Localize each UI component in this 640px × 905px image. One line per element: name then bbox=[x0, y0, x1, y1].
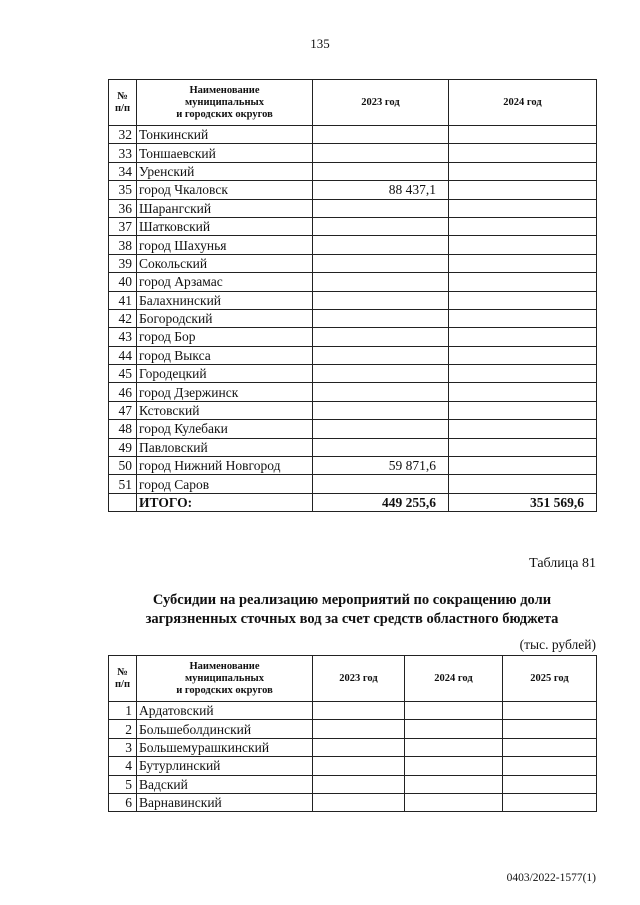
value-2024 bbox=[449, 162, 597, 180]
value-2025 bbox=[503, 775, 597, 793]
value-2024 bbox=[449, 236, 597, 254]
municipality-name: Бутурлинский bbox=[137, 757, 313, 775]
value-2024 bbox=[449, 126, 597, 144]
value-2023 bbox=[313, 702, 405, 720]
municipality-name: город Нижний Новгород bbox=[137, 457, 313, 475]
value-2025 bbox=[503, 702, 597, 720]
row-number: 40 bbox=[109, 273, 137, 291]
table-header-row bbox=[109, 656, 597, 702]
row-number: 46 bbox=[109, 383, 137, 401]
header-municipality: Наименование муниципальных и городских округов bbox=[137, 656, 313, 702]
header-2025: 2025 год bbox=[503, 656, 597, 702]
value-2024 bbox=[449, 144, 597, 162]
row-number: 36 bbox=[109, 199, 137, 217]
row-number: 33 bbox=[109, 144, 137, 162]
table-row bbox=[109, 775, 597, 793]
row-number: 32 bbox=[109, 126, 137, 144]
table-row bbox=[109, 254, 597, 272]
table-row bbox=[109, 144, 597, 162]
value-2024 bbox=[449, 438, 597, 456]
row-number: 37 bbox=[109, 217, 137, 235]
value-2024 bbox=[405, 720, 503, 738]
header-municipality: Наименование муниципальных и городских округов bbox=[137, 80, 313, 126]
value-2023: 59 871,6 bbox=[313, 457, 449, 475]
municipality-name: Варнавинский bbox=[137, 793, 313, 811]
value-2023 bbox=[313, 328, 449, 346]
row-number: 38 bbox=[109, 236, 137, 254]
municipality-name: город Кулебаки bbox=[137, 420, 313, 438]
value-2024 bbox=[405, 793, 503, 811]
value-2023 bbox=[313, 273, 449, 291]
value-2024 bbox=[449, 457, 597, 475]
table-row bbox=[109, 720, 597, 738]
value-2024 bbox=[449, 365, 597, 383]
total-row bbox=[109, 493, 597, 511]
header-2024: 2024 год bbox=[405, 656, 503, 702]
municipality-name: Шарангский bbox=[137, 199, 313, 217]
table-row bbox=[109, 757, 597, 775]
value-2025 bbox=[503, 738, 597, 756]
municipality-name: город Выкса bbox=[137, 346, 313, 364]
table-row bbox=[109, 126, 597, 144]
municipality-name: город Дзержинск bbox=[137, 383, 313, 401]
municipality-name: город Бор bbox=[137, 328, 313, 346]
table-row bbox=[109, 309, 597, 327]
value-2023 bbox=[313, 365, 449, 383]
table-header-row bbox=[109, 80, 597, 126]
value-2023 bbox=[313, 309, 449, 327]
row-number: 3 bbox=[109, 738, 137, 756]
header-number: № п/п bbox=[109, 80, 137, 126]
value-2024 bbox=[449, 420, 597, 438]
row-number: 43 bbox=[109, 328, 137, 346]
total-empty-cell bbox=[109, 493, 137, 511]
value-2024 bbox=[449, 181, 597, 199]
row-number: 39 bbox=[109, 254, 137, 272]
municipality-name: Большемурашкинский bbox=[137, 738, 313, 756]
value-2023 bbox=[313, 291, 449, 309]
table-row bbox=[109, 328, 597, 346]
value-2024 bbox=[449, 273, 597, 291]
table-row bbox=[109, 199, 597, 217]
value-2024 bbox=[449, 475, 597, 493]
table-label: Таблица 81 bbox=[529, 556, 596, 571]
header-number: № п/п bbox=[109, 656, 137, 702]
value-2024 bbox=[449, 401, 597, 419]
value-2023 bbox=[313, 738, 405, 756]
municipality-name: Уренский bbox=[137, 162, 313, 180]
value-2024 bbox=[449, 383, 597, 401]
municipality-name: Балахнинский bbox=[137, 291, 313, 309]
table-row bbox=[109, 365, 597, 383]
subsidy-table-continued bbox=[108, 79, 597, 512]
table-row bbox=[109, 702, 597, 720]
value-2024 bbox=[405, 738, 503, 756]
value-2023 bbox=[313, 383, 449, 401]
value-2023 bbox=[313, 420, 449, 438]
municipality-name: город Шахунья bbox=[137, 236, 313, 254]
value-2024 bbox=[405, 775, 503, 793]
value-2023 bbox=[313, 236, 449, 254]
value-2024 bbox=[405, 702, 503, 720]
municipality-name: город Арзамас bbox=[137, 273, 313, 291]
value-2024 bbox=[449, 346, 597, 364]
table-row bbox=[109, 273, 597, 291]
table-title: Субсидии на реализацию мероприятий по сокращению доли загрязненных сточных вод за счет средств областного бюджета bbox=[145, 592, 559, 627]
row-number: 5 bbox=[109, 775, 137, 793]
page-number: 135 bbox=[310, 36, 330, 51]
municipality-name: Кстовский bbox=[137, 401, 313, 419]
value-2023 bbox=[313, 793, 405, 811]
value-2024 bbox=[449, 291, 597, 309]
value-2023 bbox=[313, 475, 449, 493]
value-2023 bbox=[313, 199, 449, 217]
row-number: 45 bbox=[109, 365, 137, 383]
header-2023: 2023 год bbox=[313, 80, 449, 126]
municipality-name: Городецкий bbox=[137, 365, 313, 383]
table-row bbox=[109, 162, 597, 180]
value-2023 bbox=[313, 401, 449, 419]
row-number: 6 bbox=[109, 793, 137, 811]
row-number: 35 bbox=[109, 181, 137, 199]
row-number: 42 bbox=[109, 309, 137, 327]
municipality-name: город Саров bbox=[137, 475, 313, 493]
row-number: 4 bbox=[109, 757, 137, 775]
wastewater-subsidy-table bbox=[108, 655, 597, 812]
table-row bbox=[109, 738, 597, 756]
municipality-name: Ардатовский bbox=[137, 702, 313, 720]
value-2024 bbox=[449, 217, 597, 235]
municipality-name: Богородский bbox=[137, 309, 313, 327]
value-2023 bbox=[313, 217, 449, 235]
row-number: 41 bbox=[109, 291, 137, 309]
municipality-name: Сокольский bbox=[137, 254, 313, 272]
row-number: 50 bbox=[109, 457, 137, 475]
value-2023 bbox=[313, 162, 449, 180]
table-row bbox=[109, 236, 597, 254]
document-code: 0403/2022-1577(1) bbox=[506, 872, 596, 884]
row-number: 48 bbox=[109, 420, 137, 438]
table-row bbox=[109, 383, 597, 401]
header-2023: 2023 год bbox=[313, 656, 405, 702]
table-row bbox=[109, 438, 597, 456]
value-2023 bbox=[313, 346, 449, 364]
row-number: 2 bbox=[109, 720, 137, 738]
row-number: 47 bbox=[109, 401, 137, 419]
municipality-name: Павловский bbox=[137, 438, 313, 456]
table-row bbox=[109, 346, 597, 364]
value-2024 bbox=[405, 757, 503, 775]
table-row bbox=[109, 401, 597, 419]
units-label: (тыс. рублей) bbox=[519, 637, 596, 652]
table-row bbox=[109, 217, 597, 235]
row-number: 44 bbox=[109, 346, 137, 364]
municipality-name: город Чкаловск bbox=[137, 181, 313, 199]
header-2024: 2024 год bbox=[449, 80, 597, 126]
municipality-name: Большеболдинский bbox=[137, 720, 313, 738]
table-row bbox=[109, 475, 597, 493]
value-2024 bbox=[449, 328, 597, 346]
value-2024 bbox=[449, 254, 597, 272]
table-row bbox=[109, 291, 597, 309]
row-number: 51 bbox=[109, 475, 137, 493]
value-2023 bbox=[313, 126, 449, 144]
value-2025 bbox=[503, 757, 597, 775]
municipality-name: Тоншаевский bbox=[137, 144, 313, 162]
value-2023: 88 437,1 bbox=[313, 181, 449, 199]
value-2024 bbox=[449, 199, 597, 217]
value-2024 bbox=[449, 309, 597, 327]
municipality-name: Вадский bbox=[137, 775, 313, 793]
municipality-name: Шатковский bbox=[137, 217, 313, 235]
value-2023 bbox=[313, 775, 405, 793]
table-row bbox=[109, 457, 597, 475]
total-2024: 351 569,6 bbox=[449, 493, 597, 511]
value-2025 bbox=[503, 793, 597, 811]
row-number: 34 bbox=[109, 162, 137, 180]
total-2023: 449 255,6 bbox=[313, 493, 449, 511]
value-2023 bbox=[313, 438, 449, 456]
table-row bbox=[109, 793, 597, 811]
row-number: 1 bbox=[109, 702, 137, 720]
value-2023 bbox=[313, 720, 405, 738]
table-row bbox=[109, 181, 597, 199]
value-2023 bbox=[313, 254, 449, 272]
total-label: ИТОГО: bbox=[137, 493, 313, 511]
value-2023 bbox=[313, 757, 405, 775]
value-2025 bbox=[503, 720, 597, 738]
value-2023 bbox=[313, 144, 449, 162]
municipality-name: Тонкинский bbox=[137, 126, 313, 144]
table-row bbox=[109, 420, 597, 438]
row-number: 49 bbox=[109, 438, 137, 456]
